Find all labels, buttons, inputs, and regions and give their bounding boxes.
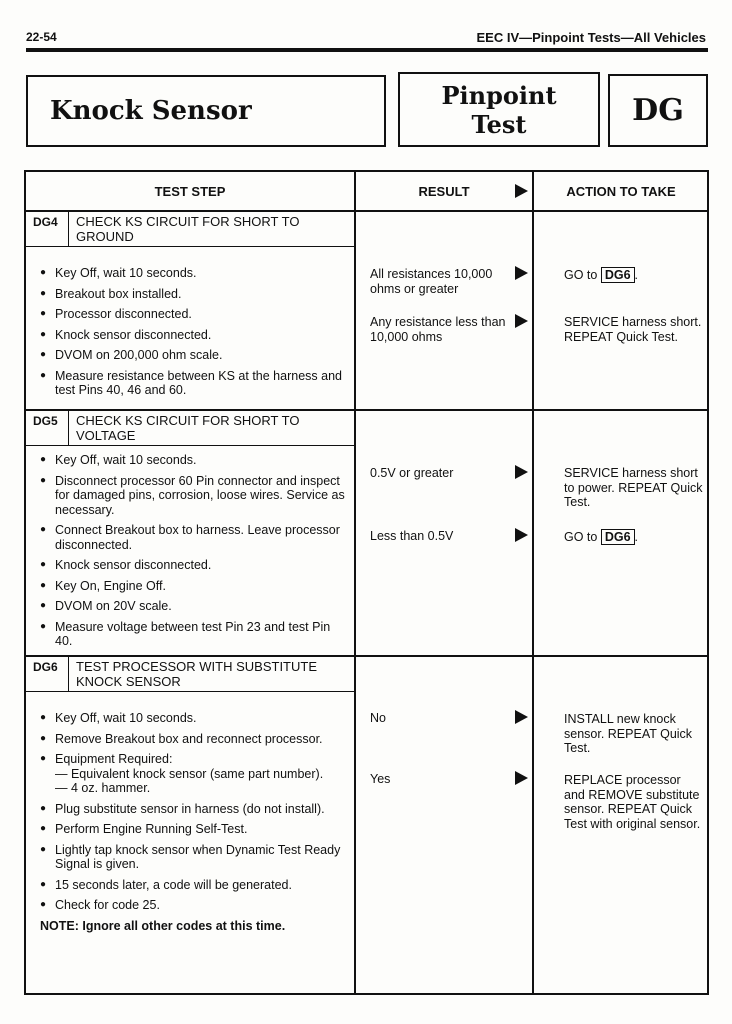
- action-text: SERVICE harness short to power. REPEAT Quick Test.: [564, 466, 703, 509]
- list-item: ● Lightly tap knock sensor when Dynamic Test Ready Signal is given.: [40, 843, 352, 872]
- arrow-icon: [515, 184, 528, 198]
- list-item: ● Breakout box installed.: [40, 287, 350, 302]
- action-suffix: .: [634, 530, 639, 544]
- page-title: Knock Sensor: [50, 96, 252, 126]
- arrow-icon: [515, 710, 528, 724]
- result-text: Yes: [370, 772, 391, 786]
- action-text: [564, 529, 704, 545]
- column-header-result: RESULT: [418, 184, 470, 199]
- list-item: ● Knock sensor disconnected.: [40, 558, 350, 573]
- action-text: INSTALL new knock sensor. REPEAT Quick Test.: [564, 712, 693, 755]
- test-code: DG: [632, 93, 684, 128]
- result-text: All resistances 10,000 ohms or greater: [370, 267, 493, 296]
- list-item: ● Remove Breakout box and reconnect processor.: [40, 732, 352, 747]
- step-title: CHECK KS CIRCUIT FOR SHORT TO VOLTAGE: [76, 413, 300, 443]
- result-text: Less than 0.5V: [370, 529, 454, 543]
- arrow-icon: [515, 528, 528, 542]
- list-item: ● DVOM on 200,000 ohm scale.: [40, 348, 350, 363]
- result-text: Any resistance less than 10,000 ohms: [370, 315, 506, 344]
- goto-step-box[interactable]: DG6: [601, 529, 635, 545]
- action-suffix: .: [634, 268, 639, 282]
- action-text: [564, 267, 704, 283]
- step-items-dg4: [40, 266, 350, 398]
- list-item: ● Measure voltage between test Pin 23 and test Pin 40.: [40, 620, 350, 649]
- list-item: ● Check for code 25.: [40, 898, 352, 913]
- list-item: ● DVOM on 20V scale.: [40, 599, 350, 614]
- step-title: CHECK KS CIRCUIT FOR SHORT TO GROUND: [76, 214, 300, 244]
- column-header-action: ACTION TO TAKE: [566, 184, 676, 199]
- list-item: ● Measure resistance between KS at the harness and test Pins 40, 46 and 60.: [40, 369, 350, 398]
- running-head: EEC IV—Pinpoint Tests—All Vehicles: [476, 30, 706, 45]
- list-item: ● Key Off, wait 10 seconds.: [40, 266, 350, 281]
- title-box: [26, 75, 386, 147]
- action-label: GO to: [564, 530, 598, 544]
- equipment-item: — 4 oz. hammer.: [55, 781, 151, 795]
- action-text: SERVICE harness short. REPEAT Quick Test.: [564, 315, 702, 344]
- list-item: ● 15 seconds later, a code will be generated.: [40, 878, 352, 893]
- action-text: REPLACE processor and REMOVE substitute sensor. REPEAT Quick Test with original sensor.: [564, 773, 701, 831]
- list-item: ● Connect Breakout box to harness. Leave processor disconnected.: [40, 523, 350, 552]
- arrow-icon: [515, 771, 528, 785]
- arrow-icon: [515, 465, 528, 479]
- goto-step-box[interactable]: DG6: [601, 267, 635, 283]
- result-text: 0.5V or greater: [370, 466, 454, 480]
- step-code: DG4: [33, 215, 58, 229]
- arrow-icon: [515, 314, 528, 328]
- equipment-item: — Equivalent knock sensor (same part number).: [55, 766, 324, 781]
- step-items-dg5: [40, 453, 350, 649]
- list-item: ● Key Off, wait 10 seconds.: [40, 453, 350, 468]
- list-item: ● Processor disconnected.: [40, 307, 350, 322]
- header-rule: [26, 48, 708, 52]
- page-number: 22-54: [26, 30, 57, 44]
- note-text: NOTE: Ignore all other codes at this time.: [40, 918, 286, 933]
- list-item: ● Key On, Engine Off.: [40, 579, 350, 594]
- list-item: ● Key Off, wait 10 seconds.: [40, 711, 352, 726]
- step-title: TEST PROCESSOR WITH SUBSTITUTE KNOCK SENSOR: [76, 659, 318, 689]
- result-text: No: [370, 711, 386, 725]
- list-item: ● Plug substitute sensor in harness (do not install).: [40, 802, 352, 817]
- list-item: ● Perform Engine Running Self-Test.: [40, 822, 352, 837]
- test-code-box: [608, 74, 708, 147]
- column-divider-1: [354, 170, 356, 995]
- step-items-dg6: [40, 711, 352, 933]
- step-code: DG6: [33, 660, 58, 674]
- column-header-test-step: TEST STEP: [154, 184, 226, 199]
- list-item: ● Knock sensor disconnected.: [40, 328, 350, 343]
- column-divider-2: [532, 170, 534, 995]
- arrow-icon: [515, 266, 528, 280]
- action-label: GO to: [564, 268, 598, 282]
- pinpoint-test-box: [398, 72, 600, 147]
- list-item: ● Equipment Required:: [40, 752, 352, 767]
- pinpoint-test-label: Pinpoint Test: [441, 80, 557, 139]
- step-code: DG5: [33, 414, 58, 428]
- list-item: ● Disconnect processor 60 Pin connector and inspect for damaged pins, corrosion, loose wires. Service as necessary.: [40, 474, 350, 518]
